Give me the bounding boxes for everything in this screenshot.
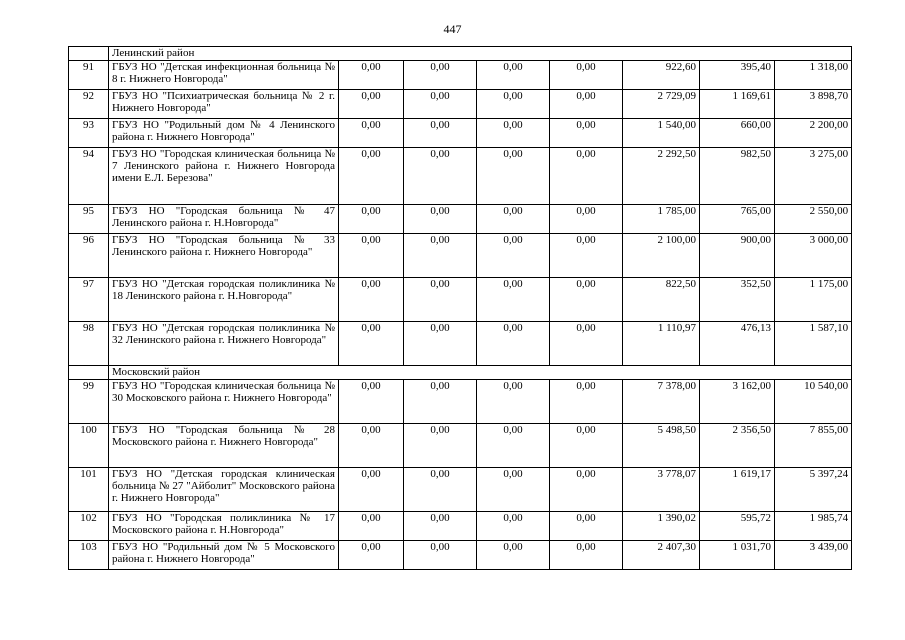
- value-cell: 395,40: [700, 61, 775, 90]
- value-cell: 0,00: [477, 512, 550, 541]
- value-cell: 765,00: [700, 205, 775, 234]
- value-cell: 0,00: [404, 380, 477, 424]
- section-title: Московский район: [109, 366, 852, 380]
- row-number: 100: [69, 424, 109, 468]
- institution-name: ГБУЗ НО "Детская городская поликлиника № 32 Ленинского района г. Нижнего Новгорода": [109, 322, 339, 366]
- value-cell: 1 169,61: [700, 90, 775, 119]
- value-cell: 0,00: [339, 234, 404, 278]
- row-number: 98: [69, 322, 109, 366]
- value-cell: 2 100,00: [623, 234, 700, 278]
- value-cell: 5 498,50: [623, 424, 700, 468]
- value-cell: 1 318,00: [775, 61, 852, 90]
- value-cell: 0,00: [404, 61, 477, 90]
- value-cell: 595,72: [700, 512, 775, 541]
- institution-name: ГБУЗ НО "Городская клиническая больница № 30 Московского района г. Нижнего Новгорода": [109, 380, 339, 424]
- institution-name: ГБУЗ НО "Психиатрическая больница № 2 г. Нижнего Новгорода": [109, 90, 339, 119]
- value-cell: 660,00: [700, 119, 775, 148]
- value-cell: 1 390,02: [623, 512, 700, 541]
- value-cell: 0,00: [550, 148, 623, 205]
- section-header-row: [69, 47, 852, 61]
- row-number: 94: [69, 148, 109, 205]
- institution-name: ГБУЗ НО "Городская поликлиника № 17 Московского района г. Н.Новгорода": [109, 512, 339, 541]
- value-cell: 3 898,70: [775, 90, 852, 119]
- institution-name: ГБУЗ НО "Детская городская поликлиника № 18 Ленинского района г. Н.Новгорода": [109, 278, 339, 322]
- value-cell: 0,00: [404, 148, 477, 205]
- table-row: [69, 424, 852, 468]
- value-cell: 0,00: [550, 512, 623, 541]
- row-number: 101: [69, 468, 109, 512]
- value-cell: 0,00: [339, 148, 404, 205]
- value-cell: 0,00: [477, 205, 550, 234]
- table-row: [69, 322, 852, 366]
- value-cell: 2 292,50: [623, 148, 700, 205]
- section-number-cell: [69, 47, 109, 61]
- value-cell: 10 540,00: [775, 380, 852, 424]
- table-row: [69, 205, 852, 234]
- table-row: [69, 90, 852, 119]
- value-cell: 922,60: [623, 61, 700, 90]
- value-cell: 2 200,00: [775, 119, 852, 148]
- value-cell: 982,50: [700, 148, 775, 205]
- value-cell: 0,00: [404, 205, 477, 234]
- institution-name: ГБУЗ НО "Родильный дом № 4 Ленинского района г. Нижнего Новгорода": [109, 119, 339, 148]
- value-cell: 3 000,00: [775, 234, 852, 278]
- value-cell: 0,00: [550, 424, 623, 468]
- value-cell: 0,00: [404, 468, 477, 512]
- table-row: [69, 512, 852, 541]
- row-number: 103: [69, 541, 109, 570]
- value-cell: 0,00: [477, 468, 550, 512]
- table-row: [69, 278, 852, 322]
- value-cell: 1 110,97: [623, 322, 700, 366]
- value-cell: 0,00: [550, 205, 623, 234]
- value-cell: 3 778,07: [623, 468, 700, 512]
- value-cell: 0,00: [477, 424, 550, 468]
- value-cell: 0,00: [339, 205, 404, 234]
- institution-name: ГБУЗ НО "Городская больница № 33 Ленинского района г. Нижнего Новгорода": [109, 234, 339, 278]
- institutions-table: [68, 46, 852, 570]
- row-number: 91: [69, 61, 109, 90]
- institution-name: ГБУЗ НО "Городская больница № 28 Московского района г. Нижнего Новгорода": [109, 424, 339, 468]
- value-cell: 3 439,00: [775, 541, 852, 570]
- value-cell: 3 275,00: [775, 148, 852, 205]
- value-cell: 352,50: [700, 278, 775, 322]
- value-cell: 0,00: [550, 278, 623, 322]
- value-cell: 0,00: [550, 90, 623, 119]
- value-cell: 0,00: [477, 148, 550, 205]
- value-cell: 1 785,00: [623, 205, 700, 234]
- value-cell: 0,00: [339, 61, 404, 90]
- section-title: Ленинский район: [109, 47, 852, 61]
- institution-name: ГБУЗ НО "Городская клиническая больница № 7 Ленинского района г. Нижнего Новгорода имени Е.Л. Березова": [109, 148, 339, 205]
- value-cell: 0,00: [477, 119, 550, 148]
- value-cell: 0,00: [477, 90, 550, 119]
- row-number: 97: [69, 278, 109, 322]
- value-cell: 0,00: [339, 380, 404, 424]
- table-row: [69, 148, 852, 205]
- value-cell: 0,00: [550, 119, 623, 148]
- value-cell: 5 397,24: [775, 468, 852, 512]
- value-cell: 900,00: [700, 234, 775, 278]
- value-cell: 7 855,00: [775, 424, 852, 468]
- value-cell: 2 729,09: [623, 90, 700, 119]
- value-cell: 0,00: [404, 541, 477, 570]
- table-row: [69, 541, 852, 570]
- value-cell: 1 587,10: [775, 322, 852, 366]
- value-cell: 0,00: [339, 119, 404, 148]
- value-cell: 2 550,00: [775, 205, 852, 234]
- value-cell: 0,00: [550, 468, 623, 512]
- institution-name: ГБУЗ НО "Детская инфекционная больница № 8 г. Нижнего Новгорода": [109, 61, 339, 90]
- value-cell: 2 407,30: [623, 541, 700, 570]
- value-cell: 0,00: [550, 541, 623, 570]
- table-row: [69, 61, 852, 90]
- value-cell: 0,00: [477, 322, 550, 366]
- table-row: [69, 234, 852, 278]
- value-cell: 0,00: [404, 90, 477, 119]
- institution-name: ГБУЗ НО "Городская больница № 47 Ленинского района г. Н.Новгорода": [109, 205, 339, 234]
- value-cell: 3 162,00: [700, 380, 775, 424]
- value-cell: 0,00: [404, 322, 477, 366]
- value-cell: 0,00: [339, 468, 404, 512]
- value-cell: 0,00: [404, 424, 477, 468]
- row-number: 92: [69, 90, 109, 119]
- value-cell: 1 540,00: [623, 119, 700, 148]
- row-number: 93: [69, 119, 109, 148]
- value-cell: 0,00: [404, 278, 477, 322]
- value-cell: 476,13: [700, 322, 775, 366]
- value-cell: 0,00: [404, 234, 477, 278]
- value-cell: 0,00: [339, 424, 404, 468]
- row-number: 96: [69, 234, 109, 278]
- value-cell: 0,00: [404, 512, 477, 541]
- value-cell: 0,00: [339, 90, 404, 119]
- value-cell: 0,00: [339, 541, 404, 570]
- value-cell: 0,00: [477, 61, 550, 90]
- row-number: 99: [69, 380, 109, 424]
- table-row: [69, 468, 852, 512]
- institution-name: ГБУЗ НО "Родильный дом № 5 Московского района г. Нижнего Новгорода": [109, 541, 339, 570]
- value-cell: 0,00: [339, 278, 404, 322]
- value-cell: 0,00: [550, 234, 623, 278]
- row-number: 95: [69, 205, 109, 234]
- value-cell: 1 985,74: [775, 512, 852, 541]
- table-row: [69, 380, 852, 424]
- value-cell: 0,00: [477, 278, 550, 322]
- value-cell: 7 378,00: [623, 380, 700, 424]
- value-cell: 1 031,70: [700, 541, 775, 570]
- value-cell: 0,00: [550, 61, 623, 90]
- value-cell: 0,00: [477, 234, 550, 278]
- value-cell: 0,00: [477, 541, 550, 570]
- value-cell: 1 619,17: [700, 468, 775, 512]
- page-number: 447: [443, 22, 462, 36]
- value-cell: 0,00: [477, 380, 550, 424]
- table-row: [69, 119, 852, 148]
- value-cell: 0,00: [404, 119, 477, 148]
- value-cell: 0,00: [550, 322, 623, 366]
- section-number-cell: [69, 366, 109, 380]
- section-header-row: [69, 366, 852, 380]
- value-cell: 1 175,00: [775, 278, 852, 322]
- value-cell: 2 356,50: [700, 424, 775, 468]
- row-number: 102: [69, 512, 109, 541]
- value-cell: 0,00: [550, 380, 623, 424]
- value-cell: 0,00: [339, 322, 404, 366]
- value-cell: 822,50: [623, 278, 700, 322]
- institution-name: ГБУЗ НО "Детская городская клиническая больница № 27 "Айболит" Московского района г. Нижнего Новгорода": [109, 468, 339, 512]
- value-cell: 0,00: [339, 512, 404, 541]
